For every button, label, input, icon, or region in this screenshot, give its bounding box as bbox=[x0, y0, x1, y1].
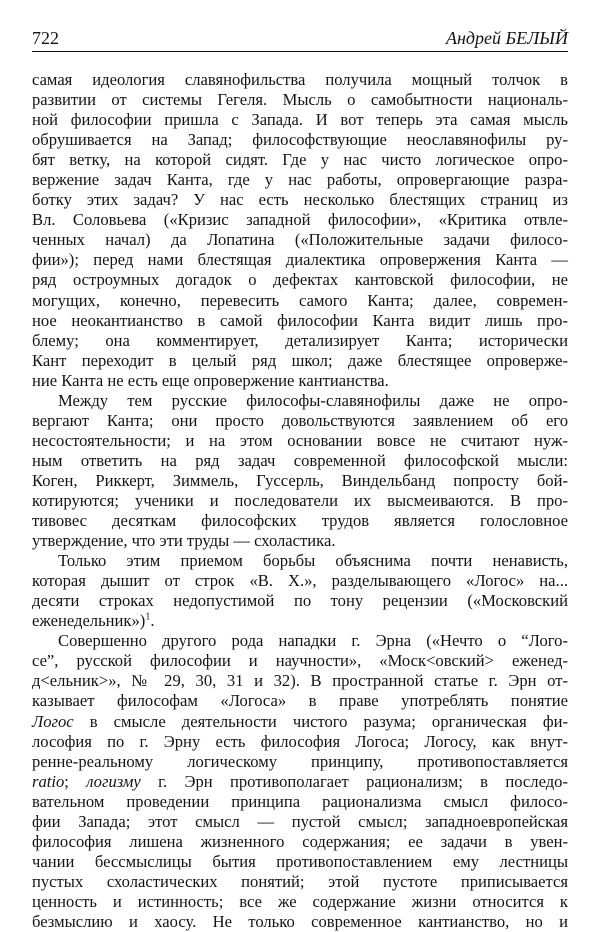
running-head-author: Андрей БЕЛЫЙ bbox=[445, 28, 568, 48]
text-line: несостоятельности; и на этом основании вовсе не считают нуж- bbox=[32, 430, 568, 450]
text-line-content: еженедельник») bbox=[32, 611, 146, 631]
text-line: философия лишена жизненного содержания; ее задачи в увен- bbox=[32, 831, 568, 851]
text-line: ное неокантианство в самой философии Канта видит лишь про- bbox=[32, 310, 568, 330]
italic-term: логизму bbox=[86, 771, 141, 791]
text-line: Коген, Риккерт, Зиммель, Гуссерль, Виндельбанд попросту бой- bbox=[32, 470, 568, 490]
text-line: ченных начал) да Лопатина («Положительные задачи филосо- bbox=[32, 230, 568, 250]
paragraph-1 bbox=[32, 70, 568, 391]
text-line bbox=[32, 611, 568, 631]
text-line: вергают Канта; они просто довольствуются заявлением об его bbox=[32, 410, 568, 430]
text-line: бят ветку, на которой сидят. Где у нас чисто логическое опро- bbox=[32, 150, 568, 170]
paragraph-3 bbox=[32, 551, 568, 631]
book-page bbox=[32, 28, 568, 932]
text-line: се”, русской философии и научности», «Моск<овский> еженед- bbox=[32, 651, 568, 671]
footnote-reference[interactable]: 1 bbox=[145, 611, 151, 623]
text-line: ным ответить на ряд задач современной философской мысли: bbox=[32, 450, 568, 470]
text-line: Между тем русские философы-славянофилы даже не опро- bbox=[58, 390, 568, 410]
text-line: могущих, конечно, перевесить самого Канта; далее, современ- bbox=[32, 290, 568, 310]
text-line: Вл. Соловьева («Кризис западной философии», «Критика отвле- bbox=[32, 210, 568, 230]
text-line: самая идеология славянофильства получила мощный толчок в bbox=[32, 70, 568, 89]
text-line: Совершенно другого рода нападки г. Эрна («Нечто о “Лого- bbox=[58, 631, 568, 651]
text-line: д<ельник>», № 29, 30, 31 и 32). В пространной статье г. Эрн от- bbox=[32, 671, 568, 691]
text-line: ряд остроумных догадок о дефектах кантовской философии, не bbox=[32, 270, 568, 290]
text-line: Только этим приемом борьбы объяснима почти ненависть, bbox=[58, 551, 568, 571]
text-line: тивовес десяткам философских трудов является голословное bbox=[32, 511, 568, 531]
paragraph-4 bbox=[32, 631, 568, 932]
text-line: котируются; ученики и последователи их высмеиваются. В про- bbox=[32, 490, 568, 510]
paragraph-2 bbox=[32, 391, 568, 551]
text-line: фии Запада; этот смысл — пустой смысл; западноевропейская bbox=[32, 811, 568, 831]
text-line: утверждение, что эти труды — схоластика. bbox=[32, 531, 336, 551]
italic-term: Логос bbox=[32, 711, 74, 731]
text-line: ние Канта не есть еще опровержение кантианства. bbox=[32, 370, 389, 390]
text-line: чании бессмыслицы бытия противопоставлением ему лестницы bbox=[32, 851, 568, 871]
text-line: обрушивается на Запад; философствующие неославянофилы ру- bbox=[32, 130, 568, 150]
text-line: вательном проведении принципа рационализма смысл филосо- bbox=[32, 791, 568, 811]
text-line: вержение задач Канта, где у нас работы, опровергающие разра- bbox=[32, 170, 568, 190]
text-line: блему; она комментирует, детализирует Канта; исторически bbox=[32, 330, 568, 350]
text-line: лософия по г. Эрну есть философия Логоса; Логосу, как внут- bbox=[32, 731, 568, 751]
text-line: ценность и истинность; все же содержание жизни относится к bbox=[32, 891, 568, 911]
text-line: которая дышит от строк «В. Х.», разделывающего «Логос» на... bbox=[32, 571, 568, 591]
text-line: безмыслию и хаосу. Не только современное кантианство, но и bbox=[32, 911, 568, 931]
text-line: Кант переходит в целый ряд школ; даже блестящее опроверже- bbox=[32, 350, 568, 370]
text-line: развитии от системы Гегеля. Мысль о самобытности националь- bbox=[32, 90, 568, 110]
italic-term: ratio bbox=[32, 771, 65, 791]
page-number: 722 bbox=[32, 28, 59, 48]
text-line: казывает философам «Логоса» в праве употреблять понятие bbox=[32, 691, 568, 711]
text-line: ratio; логизму г. Эрн противополагает рационализм; в последо- bbox=[32, 771, 568, 791]
text-line: десяти строках недопустимой по тону рецензии («Московский bbox=[32, 591, 568, 611]
text-line: Логос в смысле деятельности чистого разума; органическая фи- bbox=[32, 711, 568, 731]
text-line: фии»); перед нами блестящая диалектика опровержения Канта — bbox=[32, 250, 568, 270]
text-line: ботку этих задач? У нас есть несколько блестящих страниц из bbox=[32, 190, 568, 210]
text-line: ной философии пришла с Запада. И вот теперь эта самая мысль bbox=[32, 110, 568, 130]
body-text bbox=[32, 70, 568, 932]
text-line: пустых схоластических понятий; этой пустоте приписывается bbox=[32, 871, 568, 891]
text-line: ренне-реальному логическому принципу, противопоставляется bbox=[32, 751, 568, 771]
text-line-tail: . bbox=[150, 611, 155, 631]
running-header bbox=[32, 28, 568, 52]
